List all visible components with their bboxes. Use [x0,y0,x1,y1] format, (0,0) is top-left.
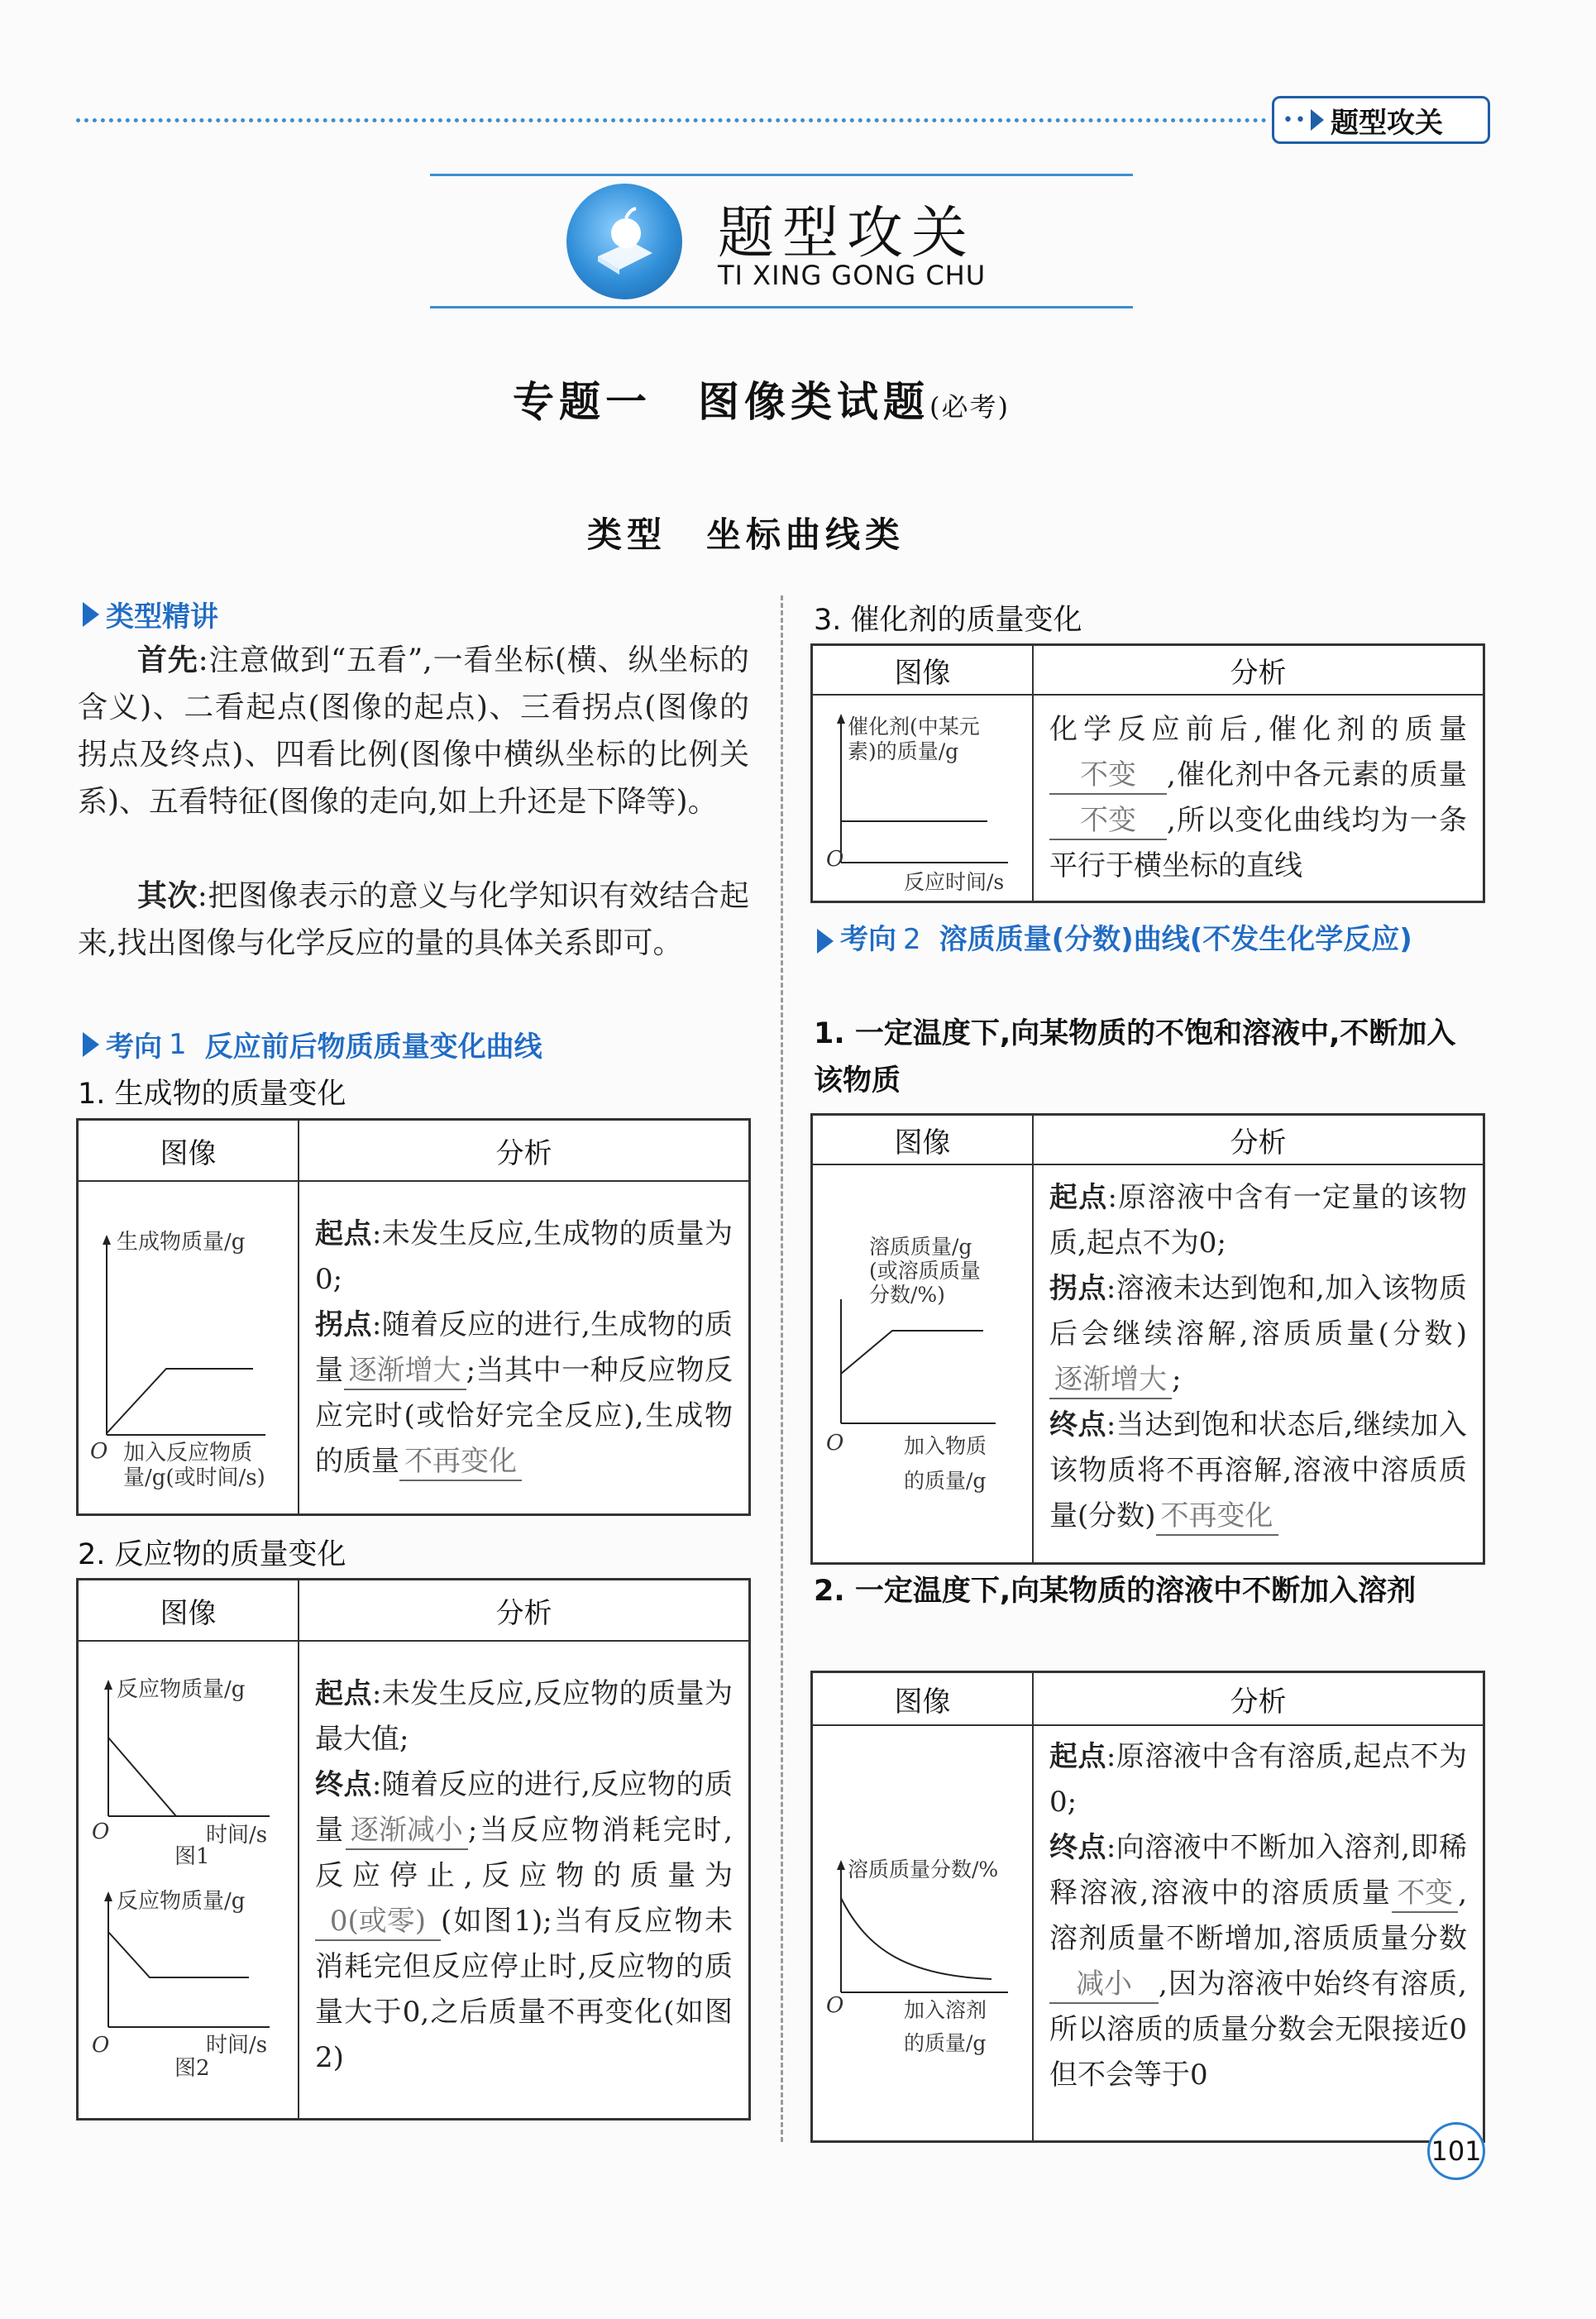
text: ,因为溶液中始终有溶质,所以溶质的质量分数会无限接近0但不会等于0 [1049,1968,1467,2092]
kaoxiang-number: 1 [169,1027,187,1061]
origin-label: O [90,1439,108,1464]
table-product-mass [76,1118,751,1516]
y-axis-label: 溶质质量/g [869,1235,972,1259]
banner-bottom-rule [430,306,1133,308]
text: ;当反应物消耗完时,反应停止,反应物的质量为 [315,1814,733,1892]
kaoxiang-title: 溶质质量(分数)曲线(不发生化学反应) [939,923,1412,956]
keyword: 起点 [315,1677,372,1710]
column-separator [781,595,783,2142]
paragraph-text: :注意做到“五看”,一看坐标(横、纵坐标的含义)、二看起点(图像的起点)、三看拐点(图像的拐点及终点)、四看比例(图像中横纵坐标的比例关系)、五看特征(图像的走向,如上升还是下降等)。 [78,643,749,819]
keyword: 终点 [1049,1408,1106,1442]
y-axis-label: 分数/%) [869,1283,945,1307]
x-axis-label: 加入反应物质 [123,1441,253,1466]
lead-word: 首先 [137,643,198,677]
dots-decoration: •• [1283,109,1307,131]
page-number: 101 [1427,2122,1485,2180]
text: ; [1172,1363,1182,1396]
text: :未发生反应,反应物的质量为最大值; [315,1677,733,1756]
text: 化学反应前后,催化剂的质量 [1049,713,1467,746]
table-divider [1032,1673,1034,2140]
origin-label: O [826,847,844,872]
text: ,溶剂质量不断增加,溶质质量分数 [1049,1877,1467,1955]
keyword: 起点 [1049,1181,1108,1214]
text: ,催化剂中各元素的质量 [1167,758,1467,791]
table-header-image: 图像 [813,1116,1032,1165]
text: ,所以变化曲线均为一条平行于横坐标的直线 [1049,804,1467,882]
text: :随着反应的进行,生成物的质量 [315,1308,733,1387]
answer-blank: 0(或零) [315,1903,441,1941]
item-heading: 2. 反应物的质量变化 [78,1538,346,1571]
origin-label: O [92,1819,110,1844]
x-axis-label: 加入物质 [904,1434,987,1458]
item-heading: 1. 一定温度下,向某物质的不饱和溶液中,不断加入该物质 [814,1017,1456,1097]
text: :溶液未达到饱和,加入该物质后会继续溶解,溶质质量(分数) [1049,1272,1468,1351]
y-axis-label: 溶质质量分数/% [848,1858,999,1881]
text: (如图1);当有反应物未消耗完但反应停止时,反应物的质量大于0,之后质量不再变化(如图2) [315,1905,733,2074]
paragraph-text: :把图像表示的意义与化学知识有效结合起来,找出图像与化学反应的量的具体关系即可。 [78,879,749,960]
answer-blank: 减小 [1049,1966,1159,2004]
catalyst-mass-graph [818,697,1029,896]
text: ;当其中一种反应物反应完时(或恰好完全反应),生成物的质量 [315,1354,733,1478]
triangle-icon [817,929,834,954]
table-header-analysis: 分析 [1034,1673,1483,1726]
origin-label: O [826,1431,844,1456]
keyword: 起点 [1049,1740,1106,1773]
item-heading: 1. 生成物的质量变化 [78,1078,346,1111]
text: :原溶液中含有溶质,起点不为0; [1049,1740,1468,1819]
topic-note: (必考) [929,391,1010,423]
table-header-analysis: 分析 [1034,646,1483,696]
analysis-text [315,1671,733,2081]
table-header-analysis: 分析 [299,1580,748,1642]
product-mass-graph [84,1187,294,1509]
section-tag [1272,96,1490,144]
table-header-image: 图像 [79,1580,298,1642]
topic-title-text: 专题一 图像类试题 [513,377,929,426]
banner-title: 题型攻关 [718,201,977,266]
y-axis-label: 素)的质量/g [848,739,959,763]
item-heading: 3. 催化剂的质量变化 [814,604,1082,637]
answer-blank: 逐渐减小 [346,1812,468,1850]
section-tag-label: 题型攻关 [1330,106,1443,140]
triangle-icon [83,1032,99,1057]
y-axis-label: 催化剂(中某元 [848,715,980,739]
x-axis-label: 时间/s [206,1823,268,1848]
origin-label: O [826,1993,844,2018]
answer-blank: 不变 [1049,757,1167,795]
keyword: 起点 [315,1217,372,1250]
x-axis-label: 量/g(或时间/s) [123,1466,265,1490]
table-header-analysis: 分析 [1034,1116,1483,1165]
figure-caption: 图2 [174,2056,210,2081]
answer-blank: 逐渐增大 [1049,1361,1172,1399]
solute-mass-graph [818,1167,1029,1556]
table-header-image: 图像 [813,1673,1032,1726]
y-axis-label: 反应物质量/g [117,1677,246,1702]
topic-title [513,369,1010,428]
answer-blank: 不变 [1049,802,1167,840]
kaoxiang-number: 2 [903,923,921,956]
item-heading: 2. 一定温度下,向某物质的溶液中不断加入溶剂 [814,1575,1417,1608]
x-axis-label: 的质量/g [904,2031,987,2055]
y-axis-label: 反应物质量/g [117,1889,246,1914]
answer-blank: 不再变化 [1156,1498,1278,1536]
keyword: 终点 [315,1768,372,1801]
origin-label: O [92,2033,110,2058]
triangle-icon [83,602,99,627]
kaoxiang-heading [83,1024,542,1064]
book-apple-logo-icon [566,184,682,299]
table-divider [1032,1116,1034,1562]
x-axis-label: 反应时间/s [904,870,1005,894]
reactant-mass-graphs [84,1647,294,2114]
header-dotted-rule [76,118,1267,122]
table-solute-fraction-dilution [810,1671,1485,2143]
x-axis-label: 时间/s [206,2033,268,2058]
banner-top-rule [430,174,1133,176]
table-divider [298,1580,299,2118]
lead-word: 其次 [137,879,198,913]
table-header-analysis: 分析 [299,1121,748,1182]
text: :向溶液中不断加入溶剂,即稀释溶液,溶液中的溶质质量 [1049,1831,1468,1910]
analysis-text [315,1212,733,1485]
analysis-text [1049,707,1467,889]
paragraph-first [78,637,749,825]
keyword: 拐点 [1049,1272,1106,1305]
section-heading-label: 类型精讲 [106,600,218,634]
kaoxiang-heading [817,916,1487,963]
kaoxiang-label: 考向 [106,1030,162,1064]
answer-blank: 不再变化 [399,1443,522,1481]
figure-caption: 图1 [174,1844,210,1869]
solute-fraction-graph [818,1728,1029,2137]
type-heading: 类型 坐标曲线类 [587,514,906,555]
text: :原溶液中含有一定量的该物质,起点不为0; [1049,1181,1467,1260]
table-header-image: 图像 [79,1121,298,1182]
y-axis-label: 生成物质量/g [117,1230,246,1255]
x-axis-label: 加入溶剂 [904,1998,987,2022]
table-divider [1032,646,1034,901]
table-divider [298,1121,299,1513]
x-axis-label: 的质量/g [904,1469,987,1493]
answer-blank: 逐渐增大 [344,1352,466,1390]
section-heading [83,594,218,634]
table-reactant-mass [76,1578,751,2121]
table-catalyst-mass [810,643,1485,903]
keyword: 终点 [1049,1831,1106,1864]
table-header-image: 图像 [813,646,1032,696]
text: :未发生反应,生成物的质量为0; [315,1217,733,1296]
analysis-text [1049,1734,1467,2098]
kaoxiang-label: 考向 [840,923,896,956]
play-arrow-icon [1311,109,1324,131]
answer-blank: 不变 [1392,1875,1458,1913]
paragraph-second [78,873,749,967]
text: :随着反应的进行,反应物的质量 [315,1768,733,1847]
banner-subtitle: TI XING GONG CHU [718,260,987,291]
table-solute-mass-unsaturated [810,1113,1485,1565]
kaoxiang-title: 反应前后物质质量变化曲线 [204,1030,542,1064]
text: :当达到饱和状态后,继续加入该物质将不再溶解,溶液中溶质质量(分数) [1049,1408,1468,1532]
keyword: 拐点 [315,1308,372,1341]
analysis-text [1049,1175,1467,1539]
y-axis-label: (或溶质质量 [869,1259,981,1283]
